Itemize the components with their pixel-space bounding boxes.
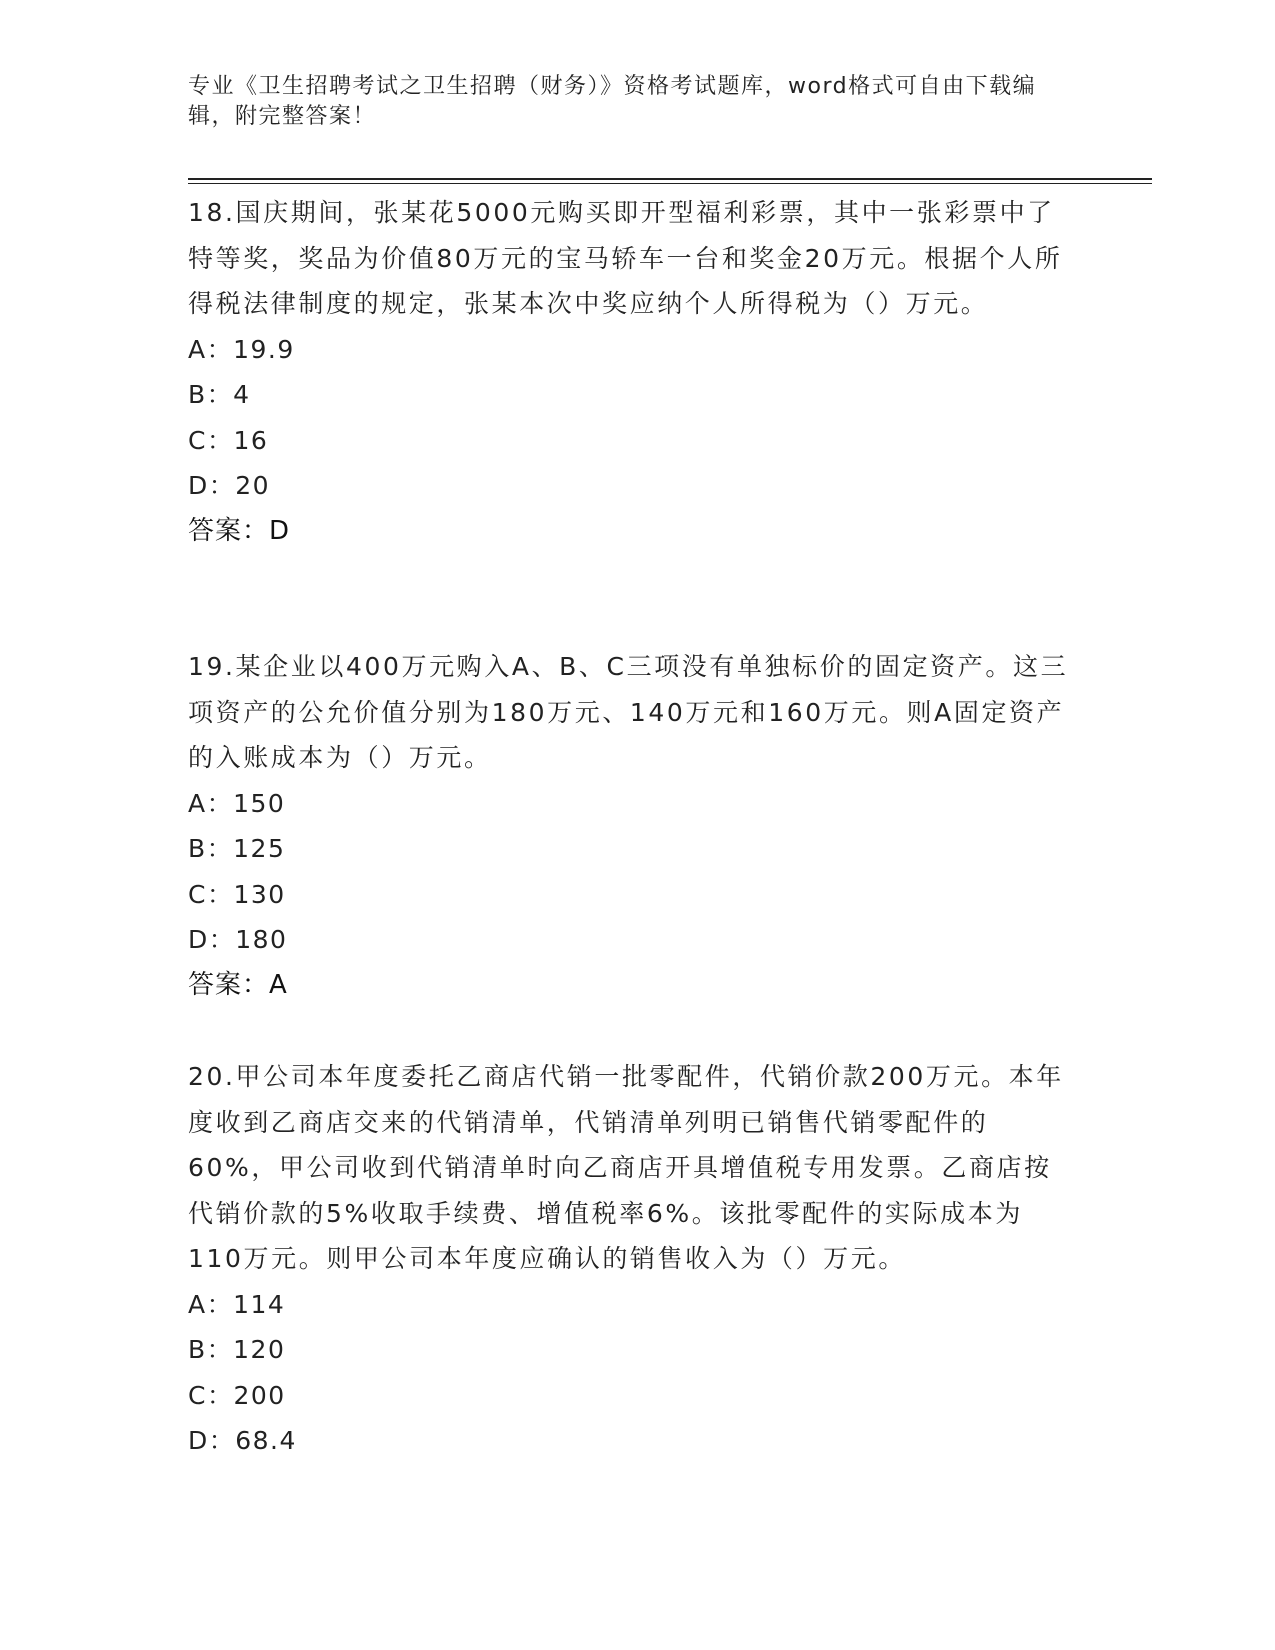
option-c: C：200: [188, 1380, 286, 1410]
option-c: C：130: [188, 879, 286, 909]
option-b: B：120: [188, 1335, 286, 1364]
question-18: [188, 190, 1078, 554]
option-b: B：4: [188, 380, 251, 409]
question-20: [188, 1054, 1078, 1464]
option-a: A：114: [188, 1289, 286, 1319]
document-header: 专业《卫生招聘考试之卫生招聘（财务）》资格考试题库，word格式可自由下载编辑，附完整答案！: [188, 74, 1037, 129]
option-b: B：125: [188, 834, 286, 863]
option-list: [188, 781, 1078, 963]
option-list: [188, 327, 1078, 509]
question-text: 19.某企业以400万元购入A、B、C三项没有单独标价的固定资产。这三项资产的公允价值分别为180万元、140万元和160万元。则A固定资产的入账成本为（）万元。: [188, 652, 1069, 772]
question-text: 20.甲公司本年度委托乙商店代销一批零配件，代销价款200万元。本年度收到乙商店交来的代销清单，代销清单列明已销售代销零配件的60%，甲公司收到代销清单时向乙商店开具增值税专用发票。乙商店按代销价款的5%收取手续费、增值税率6%。该批零配件的实际成本为110万元。则甲公司本年度应确认的销售收入为（）万元。: [188, 1062, 1064, 1273]
option-a: A：150: [188, 788, 286, 818]
answer-line: 答案：D: [188, 515, 291, 546]
option-a: A：19.9: [188, 334, 295, 364]
option-c: C：16: [188, 425, 269, 455]
option-d: D：20: [188, 471, 271, 500]
option-d: D：68.4: [188, 1426, 297, 1455]
header-divider-thin: [188, 183, 1152, 184]
header-divider-thick: [188, 178, 1152, 180]
option-list: [188, 1282, 1078, 1464]
answer-line: 答案：A: [188, 969, 288, 1000]
option-d: D：180: [188, 925, 288, 954]
question-19: [188, 644, 1078, 1008]
question-text: 18.国庆期间，张某花5000元购买即开型福利彩票，其中一张彩票中了特等奖，奖品为价值80万元的宝马轿车一台和奖金20万元。根据个人所得税法律制度的规定，张某本次中奖应纳个人所得税为（）万元。: [188, 198, 1063, 318]
